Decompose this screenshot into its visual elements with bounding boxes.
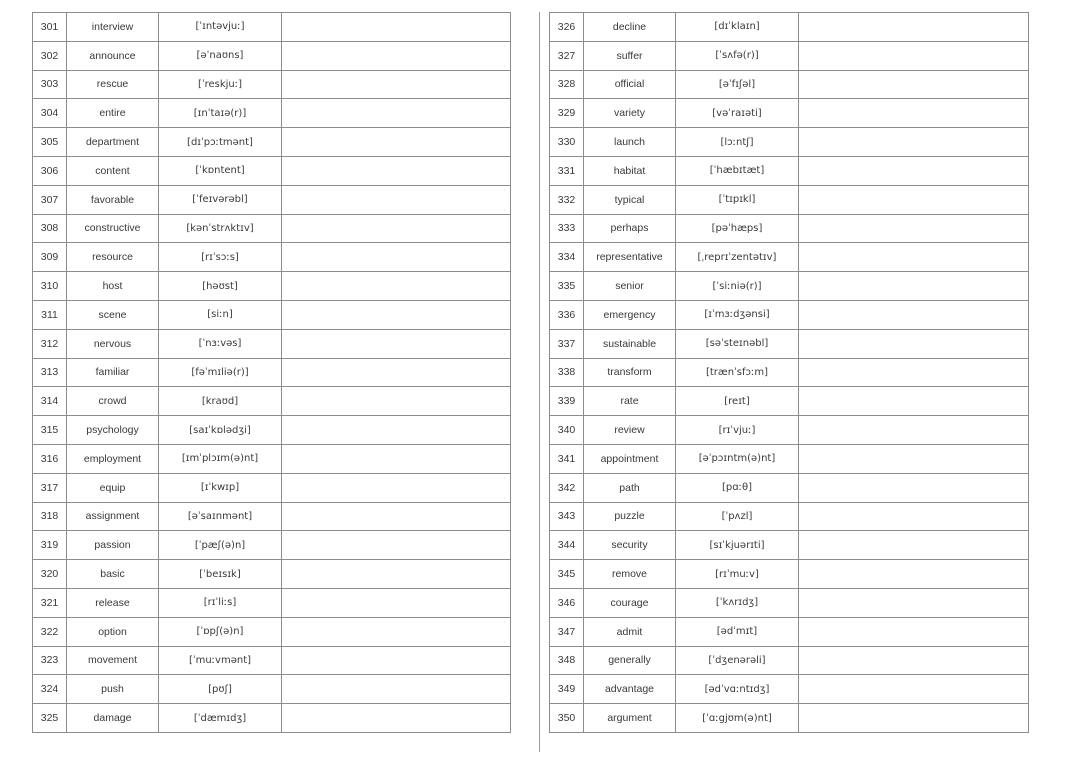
entry-number: 316 — [33, 444, 67, 473]
entry-word: suffer — [584, 41, 676, 70]
table-row — [550, 41, 1029, 70]
entry-number: 317 — [33, 473, 67, 502]
entry-number: 344 — [550, 531, 584, 560]
entry-number: 335 — [550, 272, 584, 301]
entry-note — [799, 128, 1029, 157]
entry-number: 341 — [550, 444, 584, 473]
entry-number: 301 — [33, 13, 67, 42]
table-row — [33, 185, 511, 214]
entry-phonetic: [ˈkɒntent] — [159, 156, 282, 185]
entry-word: remove — [584, 560, 676, 589]
entry-phonetic: [ˈpæʃ(ə)n] — [159, 531, 282, 560]
entry-number: 311 — [33, 300, 67, 329]
entry-number: 322 — [33, 617, 67, 646]
entry-phonetic: [dɪˈpɔːtmənt] — [159, 128, 282, 157]
entry-word: crowd — [67, 387, 159, 416]
table-row — [550, 185, 1029, 214]
entry-note — [282, 128, 511, 157]
entry-number: 321 — [33, 588, 67, 617]
entry-number: 318 — [33, 502, 67, 531]
table-row — [550, 358, 1029, 387]
table-row — [550, 588, 1029, 617]
table-row — [33, 416, 511, 445]
entry-word: entire — [67, 99, 159, 128]
entry-note — [282, 473, 511, 502]
entry-word: variety — [584, 99, 676, 128]
entry-word: assignment — [67, 502, 159, 531]
table-row — [550, 272, 1029, 301]
entry-phonetic: [ˈhæbɪtæt] — [676, 156, 799, 185]
entry-phonetic: [ˈɪntəvjuː] — [159, 13, 282, 42]
entry-number: 302 — [33, 41, 67, 70]
entry-phonetic: [ədˈvɑːntɪdʒ] — [676, 675, 799, 704]
entry-number: 305 — [33, 128, 67, 157]
entry-note — [282, 416, 511, 445]
table-row — [33, 99, 511, 128]
entry-number: 328 — [550, 70, 584, 99]
entry-note — [799, 416, 1029, 445]
entry-number: 308 — [33, 214, 67, 243]
entry-phonetic: [ˈbeɪsɪk] — [159, 560, 282, 589]
entry-number: 320 — [33, 560, 67, 589]
entry-word: equip — [67, 473, 159, 502]
entry-word: scene — [67, 300, 159, 329]
entry-word: interview — [67, 13, 159, 42]
entry-note — [282, 300, 511, 329]
entry-note — [282, 502, 511, 531]
table-row — [33, 13, 511, 42]
entry-number: 334 — [550, 243, 584, 272]
entry-number: 338 — [550, 358, 584, 387]
entry-note — [799, 473, 1029, 502]
table-row — [550, 704, 1029, 733]
table-row — [33, 588, 511, 617]
entry-phonetic: [rɪˈvjuː] — [676, 416, 799, 445]
entry-number: 315 — [33, 416, 67, 445]
entry-phonetic: [ˈɒpʃ(ə)n] — [159, 617, 282, 646]
entry-word: puzzle — [584, 502, 676, 531]
entry-phonetic: [reɪt] — [676, 387, 799, 416]
entry-word: employment — [67, 444, 159, 473]
entry-phonetic: [əˈsaɪnmənt] — [159, 502, 282, 531]
entry-phonetic: [əˈfɪʃəl] — [676, 70, 799, 99]
table-row — [550, 13, 1029, 42]
entry-phonetic: [pʊʃ] — [159, 675, 282, 704]
entry-phonetic: [ˈsʌfə(r)] — [676, 41, 799, 70]
entry-word: perhaps — [584, 214, 676, 243]
entry-phonetic: [ɪˈmɜːdʒənsi] — [676, 300, 799, 329]
entry-note — [799, 185, 1029, 214]
entry-number: 304 — [33, 99, 67, 128]
entry-word: favorable — [67, 185, 159, 214]
entry-word: push — [67, 675, 159, 704]
entry-note — [799, 41, 1029, 70]
entry-number: 324 — [33, 675, 67, 704]
table-row — [33, 358, 511, 387]
entry-number: 319 — [33, 531, 67, 560]
entry-phonetic: [ɪmˈplɔɪm(ə)nt] — [159, 444, 282, 473]
entry-phonetic: [ˈtɪpɪkl] — [676, 185, 799, 214]
table-row — [550, 99, 1029, 128]
table-row — [33, 646, 511, 675]
entry-phonetic: [rɪˈsɔːs] — [159, 243, 282, 272]
table-row — [33, 531, 511, 560]
entry-word: review — [584, 416, 676, 445]
entry-phonetic: [trænˈsfɔːm] — [676, 358, 799, 387]
table-row — [550, 70, 1029, 99]
entry-phonetic: [pəˈhæps] — [676, 214, 799, 243]
table-row — [33, 560, 511, 589]
entry-number: 340 — [550, 416, 584, 445]
entry-word: decline — [584, 13, 676, 42]
entry-number: 332 — [550, 185, 584, 214]
entry-note — [282, 588, 511, 617]
table-row — [33, 70, 511, 99]
entry-note — [799, 675, 1029, 704]
entry-note — [799, 560, 1029, 589]
entry-word: advantage — [584, 675, 676, 704]
entry-phonetic: [səˈsteɪnəbl] — [676, 329, 799, 358]
table-row — [550, 531, 1029, 560]
entry-note — [282, 387, 511, 416]
entry-word: courage — [584, 588, 676, 617]
entry-phonetic: [kənˈstrʌktɪv] — [159, 214, 282, 243]
entry-note — [799, 99, 1029, 128]
entry-number: 329 — [550, 99, 584, 128]
vocab-table-right — [549, 12, 1029, 733]
table-row — [33, 156, 511, 185]
entry-number: 337 — [550, 329, 584, 358]
table-row — [550, 646, 1029, 675]
entry-note — [282, 214, 511, 243]
entry-number: 325 — [33, 704, 67, 733]
entry-word: content — [67, 156, 159, 185]
entry-number: 314 — [33, 387, 67, 416]
entry-number: 327 — [550, 41, 584, 70]
entry-phonetic: [ˈdʒenərəli] — [676, 646, 799, 675]
entry-word: senior — [584, 272, 676, 301]
entry-note — [799, 704, 1029, 733]
entry-word: basic — [67, 560, 159, 589]
table-row — [550, 243, 1029, 272]
entry-phonetic: [ˈmuːvmənt] — [159, 646, 282, 675]
entry-phonetic: [ˈɑːgjʊm(ə)nt] — [676, 704, 799, 733]
entry-number: 346 — [550, 588, 584, 617]
table-row — [33, 128, 511, 157]
entry-phonetic: [ˈnɜːvəs] — [159, 329, 282, 358]
entry-number: 330 — [550, 128, 584, 157]
table-row — [33, 300, 511, 329]
entry-phonetic: [rɪˈliːs] — [159, 588, 282, 617]
entry-number: 333 — [550, 214, 584, 243]
entry-number: 312 — [33, 329, 67, 358]
entry-note — [282, 13, 511, 42]
entry-phonetic: [ˈsiːniə(r)] — [676, 272, 799, 301]
entry-note — [799, 502, 1029, 531]
entry-note — [799, 13, 1029, 42]
entry-note — [799, 531, 1029, 560]
entry-number: 345 — [550, 560, 584, 589]
entry-number: 336 — [550, 300, 584, 329]
table-row — [33, 502, 511, 531]
entry-note — [282, 243, 511, 272]
entry-note — [282, 675, 511, 704]
entry-word: generally — [584, 646, 676, 675]
entry-word: host — [67, 272, 159, 301]
entry-number: 307 — [33, 185, 67, 214]
table-row — [550, 329, 1029, 358]
table-row — [550, 444, 1029, 473]
entry-phonetic: [ˌreprɪˈzentətɪv] — [676, 243, 799, 272]
table-row — [550, 156, 1029, 185]
table-row — [33, 675, 511, 704]
entry-note — [282, 99, 511, 128]
entry-phonetic: [ˈpʌzl] — [676, 502, 799, 531]
table-row — [550, 502, 1029, 531]
entry-phonetic: [siːn] — [159, 300, 282, 329]
entry-word: department — [67, 128, 159, 157]
entry-word: release — [67, 588, 159, 617]
entry-note — [799, 387, 1029, 416]
entry-word: habitat — [584, 156, 676, 185]
entry-phonetic: [lɔːntʃ] — [676, 128, 799, 157]
entry-phonetic: [ɪˈkwɪp] — [159, 473, 282, 502]
entry-word: passion — [67, 531, 159, 560]
entry-word: launch — [584, 128, 676, 157]
table-row — [33, 444, 511, 473]
entry-number: 349 — [550, 675, 584, 704]
entry-number: 339 — [550, 387, 584, 416]
table-row — [33, 272, 511, 301]
entry-note — [282, 617, 511, 646]
entry-word: movement — [67, 646, 159, 675]
entry-phonetic: [əˈpɔɪntm(ə)nt] — [676, 444, 799, 473]
entry-phonetic: [vəˈraɪəti] — [676, 99, 799, 128]
entry-word: announce — [67, 41, 159, 70]
table-row — [550, 617, 1029, 646]
table-row — [33, 473, 511, 502]
entry-word: admit — [584, 617, 676, 646]
entry-phonetic: [rɪˈmuːv] — [676, 560, 799, 589]
entry-phonetic: [ɪnˈtaɪə(r)] — [159, 99, 282, 128]
entry-phonetic: [ˈreskjuː] — [159, 70, 282, 99]
entry-note — [282, 358, 511, 387]
table-row — [33, 329, 511, 358]
table-row — [550, 675, 1029, 704]
entry-note — [799, 243, 1029, 272]
entry-phonetic: [həʊst] — [159, 272, 282, 301]
entry-word: nervous — [67, 329, 159, 358]
entry-note — [282, 70, 511, 99]
column-divider — [539, 12, 540, 752]
table-row — [550, 560, 1029, 589]
entry-note — [799, 214, 1029, 243]
vocab-table-left — [32, 12, 511, 733]
entry-word: damage — [67, 704, 159, 733]
entry-note — [799, 646, 1029, 675]
entry-number: 347 — [550, 617, 584, 646]
entry-phonetic: [sɪˈkjuərɪti] — [676, 531, 799, 560]
table-row — [550, 387, 1029, 416]
entry-phonetic: [ˈfeɪvərəbl] — [159, 185, 282, 214]
entry-note — [282, 531, 511, 560]
table-row — [33, 214, 511, 243]
entry-note — [799, 156, 1029, 185]
entry-word: familiar — [67, 358, 159, 387]
entry-number: 343 — [550, 502, 584, 531]
entry-word: psychology — [67, 416, 159, 445]
entry-word: rate — [584, 387, 676, 416]
entry-phonetic: [kraʊd] — [159, 387, 282, 416]
entry-number: 342 — [550, 473, 584, 502]
entry-word: resource — [67, 243, 159, 272]
table-row — [33, 41, 511, 70]
entry-phonetic: [ˈdæmɪdʒ] — [159, 704, 282, 733]
table-row — [33, 387, 511, 416]
entry-note — [799, 329, 1029, 358]
entry-word: option — [67, 617, 159, 646]
entry-note — [282, 185, 511, 214]
entry-word: path — [584, 473, 676, 502]
entry-number: 310 — [33, 272, 67, 301]
entry-note — [282, 272, 511, 301]
entry-note — [799, 617, 1029, 646]
entry-phonetic: [dɪˈklaɪn] — [676, 13, 799, 42]
entry-note — [282, 560, 511, 589]
entry-phonetic: [saɪˈkɒlədʒi] — [159, 416, 282, 445]
entry-number: 303 — [33, 70, 67, 99]
entry-number: 350 — [550, 704, 584, 733]
entry-note — [799, 70, 1029, 99]
entry-number: 331 — [550, 156, 584, 185]
table-row — [33, 243, 511, 272]
entry-word: emergency — [584, 300, 676, 329]
entry-note — [799, 358, 1029, 387]
table-row — [33, 704, 511, 733]
entry-word: security — [584, 531, 676, 560]
entry-phonetic: [ədˈmɪt] — [676, 617, 799, 646]
table-row — [33, 617, 511, 646]
table-row — [550, 128, 1029, 157]
table-row — [550, 473, 1029, 502]
entry-word: constructive — [67, 214, 159, 243]
entry-word: argument — [584, 704, 676, 733]
entry-number: 309 — [33, 243, 67, 272]
entry-number: 313 — [33, 358, 67, 387]
table-row — [550, 300, 1029, 329]
entry-word: transform — [584, 358, 676, 387]
entry-phonetic: [əˈnaʊns] — [159, 41, 282, 70]
entry-note — [282, 704, 511, 733]
table-row — [550, 214, 1029, 243]
entry-word: typical — [584, 185, 676, 214]
entry-number: 348 — [550, 646, 584, 675]
entry-note — [282, 646, 511, 675]
entry-phonetic: [ˈkʌrɪdʒ] — [676, 588, 799, 617]
entry-note — [282, 156, 511, 185]
entry-word: appointment — [584, 444, 676, 473]
entry-note — [282, 41, 511, 70]
entry-word: rescue — [67, 70, 159, 99]
entry-note — [799, 272, 1029, 301]
entry-note — [282, 444, 511, 473]
entry-number: 326 — [550, 13, 584, 42]
entry-phonetic: [fəˈmɪliə(r)] — [159, 358, 282, 387]
entry-word: sustainable — [584, 329, 676, 358]
entry-note — [799, 444, 1029, 473]
entry-phonetic: [pɑːθ] — [676, 473, 799, 502]
entry-word: representative — [584, 243, 676, 272]
entry-note — [799, 588, 1029, 617]
entry-note — [799, 300, 1029, 329]
entry-number: 323 — [33, 646, 67, 675]
entry-word: official — [584, 70, 676, 99]
table-row — [550, 416, 1029, 445]
entry-note — [282, 329, 511, 358]
entry-number: 306 — [33, 156, 67, 185]
